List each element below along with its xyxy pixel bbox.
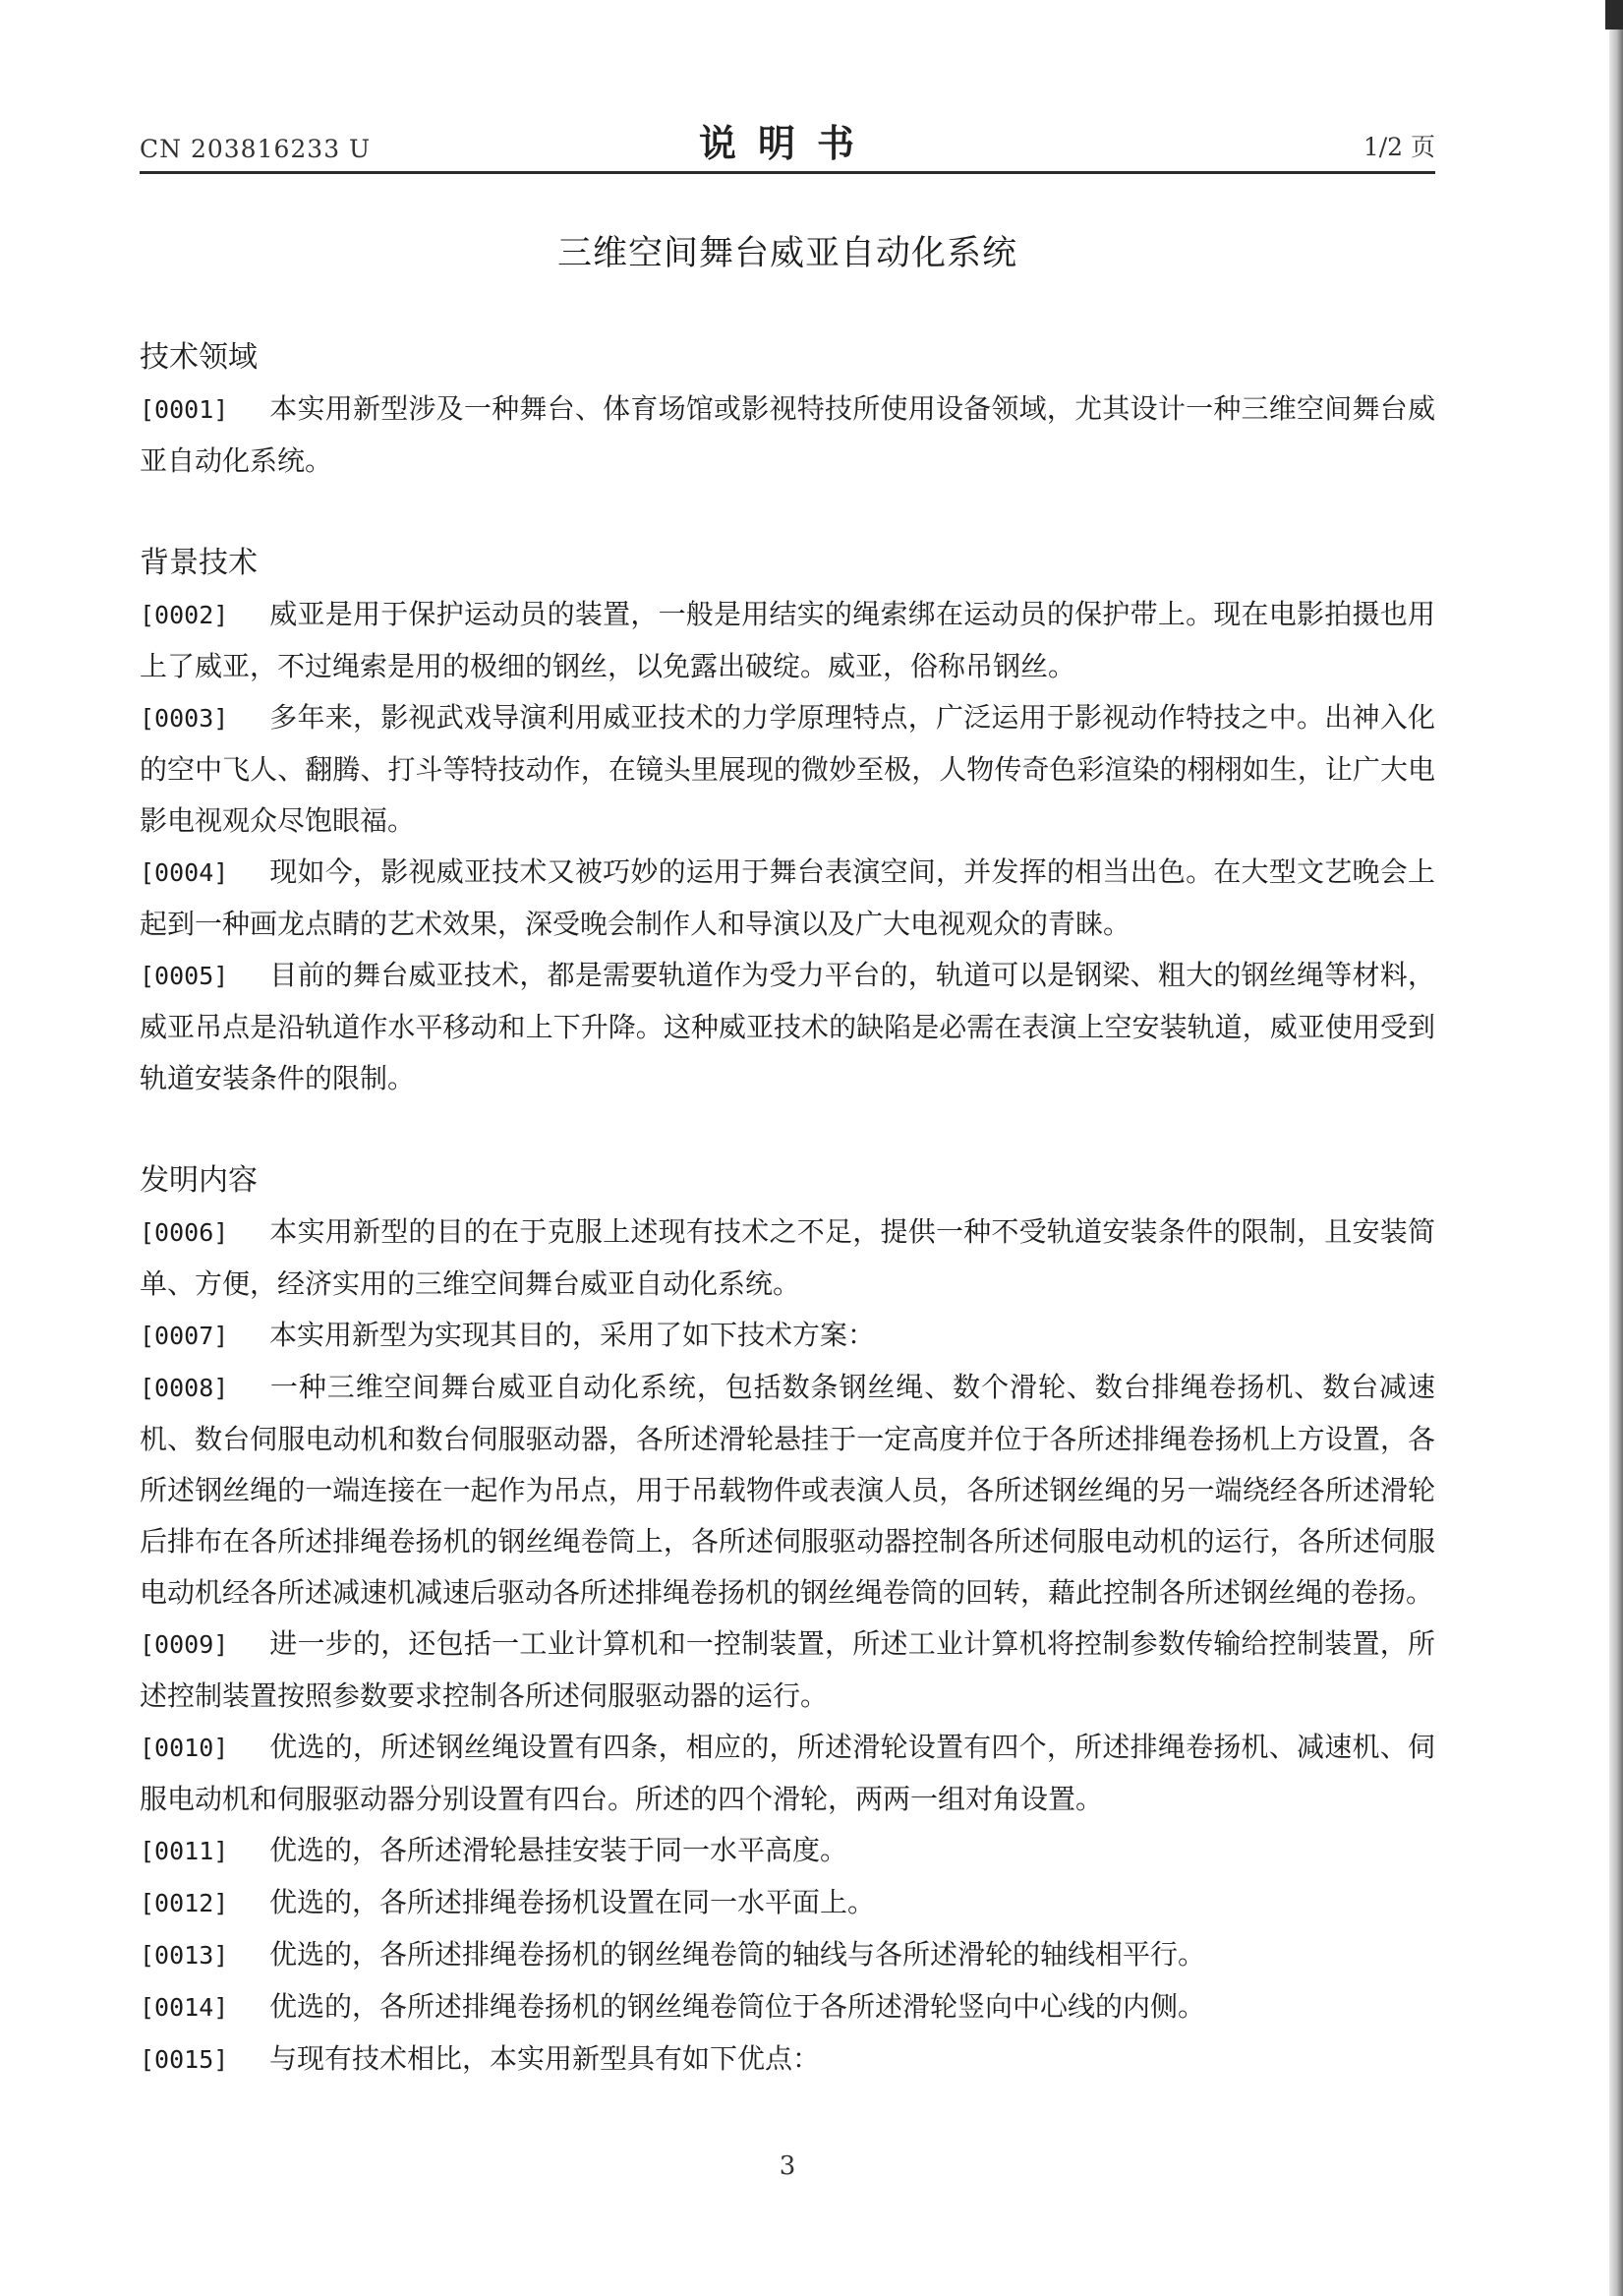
paragraph-number: [0014] [140,1993,229,2022]
paragraph [140,589,1435,692]
paragraph [140,1877,1435,1929]
paragraph-number: [0015] [140,2045,229,2074]
paragraph-text: 现如今，影视威亚技术又被巧妙的运用于舞台表演空间，并发挥的相当出色。在大型文艺晚会上起到一种画龙点睛的艺术效果，深受晚会制作人和导演以及广大电视观众的青睐。 [140,855,1435,940]
paragraph-text: 优选的，各所述排绳卷扬机的钢丝绳卷筒的轴线与各所述滑轮的轴线相平行。 [269,1938,1206,1971]
scan-edge-shadow [1609,0,1623,2296]
paragraph-text: 威亚是用于保护运动员的装置，一般是用结实的绳索绑在运动员的保护带上。现在电影拍摄也用上了威亚，不过绳索是用的极细的钢丝，以免露出破绽。威亚，俗称吊钢丝。 [140,598,1435,682]
paragraph-text: 优选的，各所述排绳卷扬机的钢丝绳卷筒位于各所述滑轮竖向中心线的内侧。 [269,1990,1206,2023]
document-body [140,332,1435,2086]
paragraph-number: [0002] [140,601,229,629]
paragraph-number: [0011] [140,1837,229,1865]
paragraph-number: [0006] [140,1218,229,1247]
section-heading: 技术领域 [140,340,258,375]
paragraph [140,1722,1435,1825]
section-heading: 发明内容 [140,1163,258,1198]
paragraph-number: [0009] [140,1630,229,1659]
paragraph [140,1310,1435,1362]
paragraph-number: [0003] [140,704,229,733]
paragraph-number: [0012] [140,1889,229,1917]
section-heading: 背景技术 [140,546,258,580]
paragraph [140,383,1435,487]
paragraph-text: 优选的，各所述滑轮悬挂安装于同一水平高度。 [269,1834,848,1866]
page-header [140,116,1435,171]
paragraph [140,1362,1435,1619]
section-spacer [140,1104,1435,1155]
paragraph-text: 本实用新型的目的在于克服上述现有技术之不足，提供一种不受轨道安装条件的限制，且安装简单、方便，经济实用的三维空间舞台威亚自动化系统。 [140,1215,1435,1300]
document-type-title: 说明书 [698,122,876,165]
page-indicator: 1/2 页 [1362,133,1435,161]
paragraph-text: 目前的舞台威亚技术，都是需要轨道作为受力平台的，轨道可以是钢梁、粗大的钢丝绳等材料，威亚吊点是沿轨道作水平移动和上下升降。这种威亚技术的缺陷是必需在表演上空安装轨道，威亚使用受到轨道安装条件的限制。 [140,959,1435,1094]
paragraph-text: 与现有技术相比，本实用新型具有如下优点： [269,2042,821,2075]
paragraph-number: [0007] [140,1322,229,1350]
paragraph-number: [0001] [140,395,229,424]
header-divider [140,171,1435,174]
paragraph-number: [0013] [140,1941,229,1970]
paragraph-text: 优选的，所述钢丝绳设置有四条，相应的，所述滑轮设置有四个，所述排绳卷扬机、减速机、伺服电动机和伺服驱动器分别设置有四台。所述的四个滑轮，两两一组对角设置。 [140,1731,1435,1815]
paragraph [140,2033,1435,2086]
paragraph-number: [0005] [140,962,229,990]
section-spacer [140,487,1435,538]
paragraph [140,692,1435,847]
paragraph [140,1825,1435,1877]
document-title: 三维空间舞台威亚自动化系统 [556,234,1017,273]
paragraph-text: 优选的，各所述排绳卷扬机设置在同一水平面上。 [269,1886,876,1918]
page-number: 3 [779,2151,796,2181]
paragraph-text: 一种三维空间舞台威亚自动化系统，包括数条钢丝绳、数个滑轮、数台排绳卷扬机、数台减速机、数台伺服电动机和数台伺服驱动器，各所述滑轮悬挂于一定高度并位于各所述排绳卷扬机上方设置，各所述钢丝绳的一端连接在一起作为吊点，用于吊载物件或表演人员，各所述钢丝绳的另一端绕经各所述滑轮后排布在各所述排绳卷扬机的钢丝绳卷筒上，各所述伺服驱动器控制各所述伺服电动机的运行，各所述伺服电动机经各所述减速机减速后驱动各所述排绳卷扬机的钢丝绳卷筒的回转，藉此控制各所述钢丝绳的卷扬。 [140,1371,1435,1609]
publication-number: CN 203816233 U [140,135,372,163]
document-page [140,0,1435,2296]
paragraph [140,1207,1435,1310]
paragraph-number: [0004] [140,858,229,887]
paragraph [140,847,1435,950]
paragraph-number: [0008] [140,1374,229,1402]
paragraph-text: 多年来，影视武戏导演利用威亚技术的力学原理特点，广泛运用于影视动作特技之中。出神入化的空中飞人、翻腾、打斗等特技动作，在镜头里展现的微妙至极，人物传奇色彩渲染的栩栩如生，让广大电影电视观众尽饱眼福。 [140,701,1435,837]
paragraph-text: 本实用新型涉及一种舞台、体育场馆或影视特技所使用设备领域，尤其设计一种三维空间舞台威亚自动化系统。 [140,392,1435,477]
paragraph-number: [0010] [140,1734,229,1762]
paragraph [140,1929,1435,1981]
paragraph-text: 本实用新型为实现其目的，采用了如下技术方案： [269,1319,876,1351]
paragraph-text: 进一步的，还包括一工业计算机和一控制装置，所述工业计算机将控制参数传输给控制装置，所述控制装置按照参数要求控制各所述伺服驱动器的运行。 [140,1627,1435,1712]
paragraph [140,950,1435,1104]
paragraph [140,1981,1435,2033]
scan-corner-mark [1605,0,1623,29]
paragraph [140,1619,1435,1722]
